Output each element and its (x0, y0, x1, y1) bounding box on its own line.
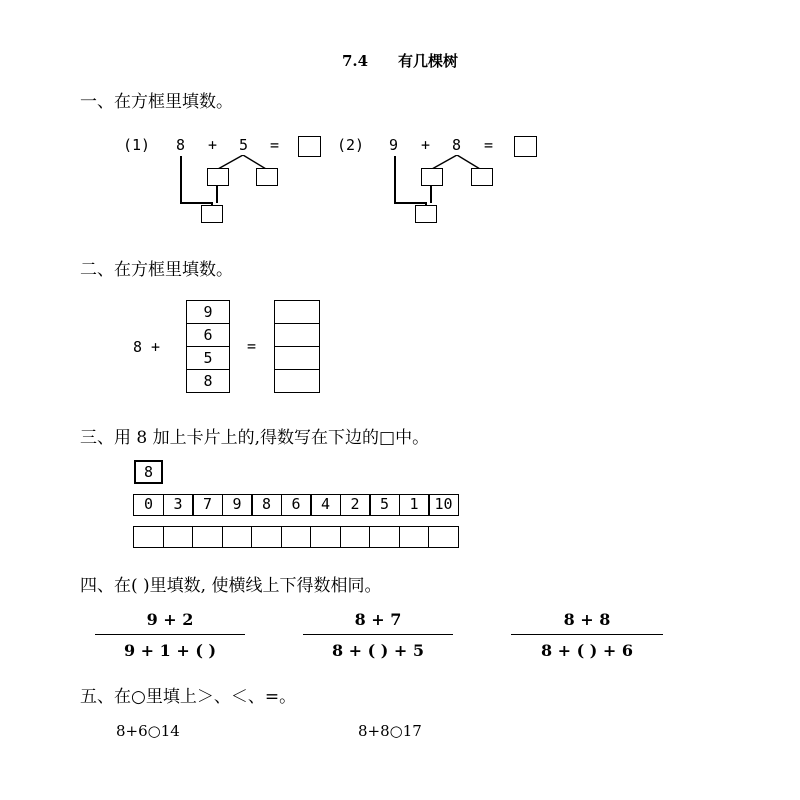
section2-equals: = (247, 337, 257, 355)
q1-split-branches (210, 155, 270, 169)
q1-line-a-foot (180, 202, 212, 204)
section3-number-cell: 6 (281, 494, 312, 516)
q2-label: (2) (337, 136, 365, 154)
section3-answer-box[interactable] (428, 526, 459, 548)
q2-equals: = (484, 136, 494, 154)
q1-plus: + (208, 136, 218, 154)
fraction-bottom[interactable]: 9 + 1 + ( ) (123, 641, 217, 660)
section3-number-cell: 7 (192, 494, 223, 516)
section2-answer-box[interactable] (274, 346, 320, 370)
q1-label: (1) (123, 136, 151, 154)
fraction-bottom[interactable]: 8 + ( ) + 6 (540, 641, 634, 660)
q2-plus: + (421, 136, 431, 154)
section3-number-cell: 1 (399, 494, 430, 516)
section4-fraction-2 (303, 608, 453, 663)
fraction-bar (511, 634, 663, 635)
section3-number-cell: 3 (163, 494, 194, 516)
section3-answer-box[interactable] (281, 526, 312, 548)
section2-prefix: 8 + (133, 338, 161, 356)
q2-addend-b: 8 (452, 136, 462, 154)
section2-answer-box[interactable] (274, 369, 320, 393)
section2-cell: 6 (186, 323, 230, 347)
q2-split-box-left[interactable] (421, 168, 443, 186)
q1-sum-box[interactable] (201, 205, 223, 223)
fraction-top: 8 + 8 (563, 610, 611, 629)
section4-fraction-1 (95, 608, 245, 663)
section2-cell: 9 (186, 300, 230, 324)
section3-number-cell: 9 (222, 494, 253, 516)
fraction-top: 9 + 2 (146, 610, 194, 629)
section3-answer-box[interactable] (133, 526, 164, 548)
title-text: 有几棵树 (398, 52, 459, 70)
section5-heading: 五、在○里填上＞、＜、=。 (80, 687, 297, 707)
section3-number-cell: 8 (251, 494, 282, 516)
q1-answer-box[interactable] (298, 136, 321, 157)
section3-number-cell: 10 (428, 494, 459, 516)
section3-answer-box[interactable] (222, 526, 253, 548)
section4-heading: 四、在( )里填数, 使横线上下得数相同。 (80, 576, 382, 596)
section5-compare-1[interactable]: 8+6○14 (116, 722, 180, 740)
fraction-bar (303, 634, 453, 635)
section3-card: 8 (134, 460, 163, 484)
section3-number-cell: 4 (310, 494, 341, 516)
q2-line-a-foot (394, 202, 426, 204)
section3-answer-box[interactable] (369, 526, 400, 548)
section3-answer-box[interactable] (310, 526, 341, 548)
section2-heading: 二、在方框里填数。 (80, 260, 233, 280)
q1-split-box-left[interactable] (207, 168, 229, 186)
fraction-top: 8 + 7 (354, 610, 402, 629)
section3-heading: 三、用 8 加上卡片上的,得数写在下边的□中。 (80, 428, 430, 448)
section3-number-cell: 5 (369, 494, 400, 516)
fraction-bar (95, 634, 245, 635)
page-title (0, 50, 800, 71)
section5-compare-2[interactable]: 8+8○17 (358, 722, 422, 740)
fraction-bottom[interactable]: 8 + ( ) + 5 (331, 641, 425, 660)
section3-answer-box[interactable] (192, 526, 223, 548)
q1-addend-b: 5 (239, 136, 249, 154)
section3-number-cell: 0 (133, 494, 164, 516)
q2-split-box-right[interactable] (471, 168, 493, 186)
q2-addend-a: 9 (389, 136, 399, 154)
section2-answer-box[interactable] (274, 300, 320, 324)
q2-sum-box[interactable] (415, 205, 437, 223)
q2-answer-box[interactable] (514, 136, 537, 157)
section2-answer-box[interactable] (274, 323, 320, 347)
q1-equals: = (270, 136, 280, 154)
q1-addend-a: 8 (176, 136, 186, 154)
section2-cell: 8 (186, 369, 230, 393)
q2-split-branches (424, 155, 484, 169)
section3-answer-box[interactable] (399, 526, 430, 548)
q1-line-a (180, 156, 182, 203)
q1-split-box-right[interactable] (256, 168, 278, 186)
section4-fraction-3 (511, 608, 663, 663)
section3-number-cell: 2 (340, 494, 371, 516)
q2-line-left-down (430, 185, 432, 203)
section3-answer-box[interactable] (163, 526, 194, 548)
section1-heading: 一、在方框里填数。 (80, 92, 233, 112)
q2-line-a (394, 156, 396, 203)
q1-line-left-down (216, 185, 218, 203)
section3-answer-box[interactable] (340, 526, 371, 548)
section3-answer-box[interactable] (251, 526, 282, 548)
title-number: 7.4 (341, 52, 369, 70)
section2-cell: 5 (186, 346, 230, 370)
